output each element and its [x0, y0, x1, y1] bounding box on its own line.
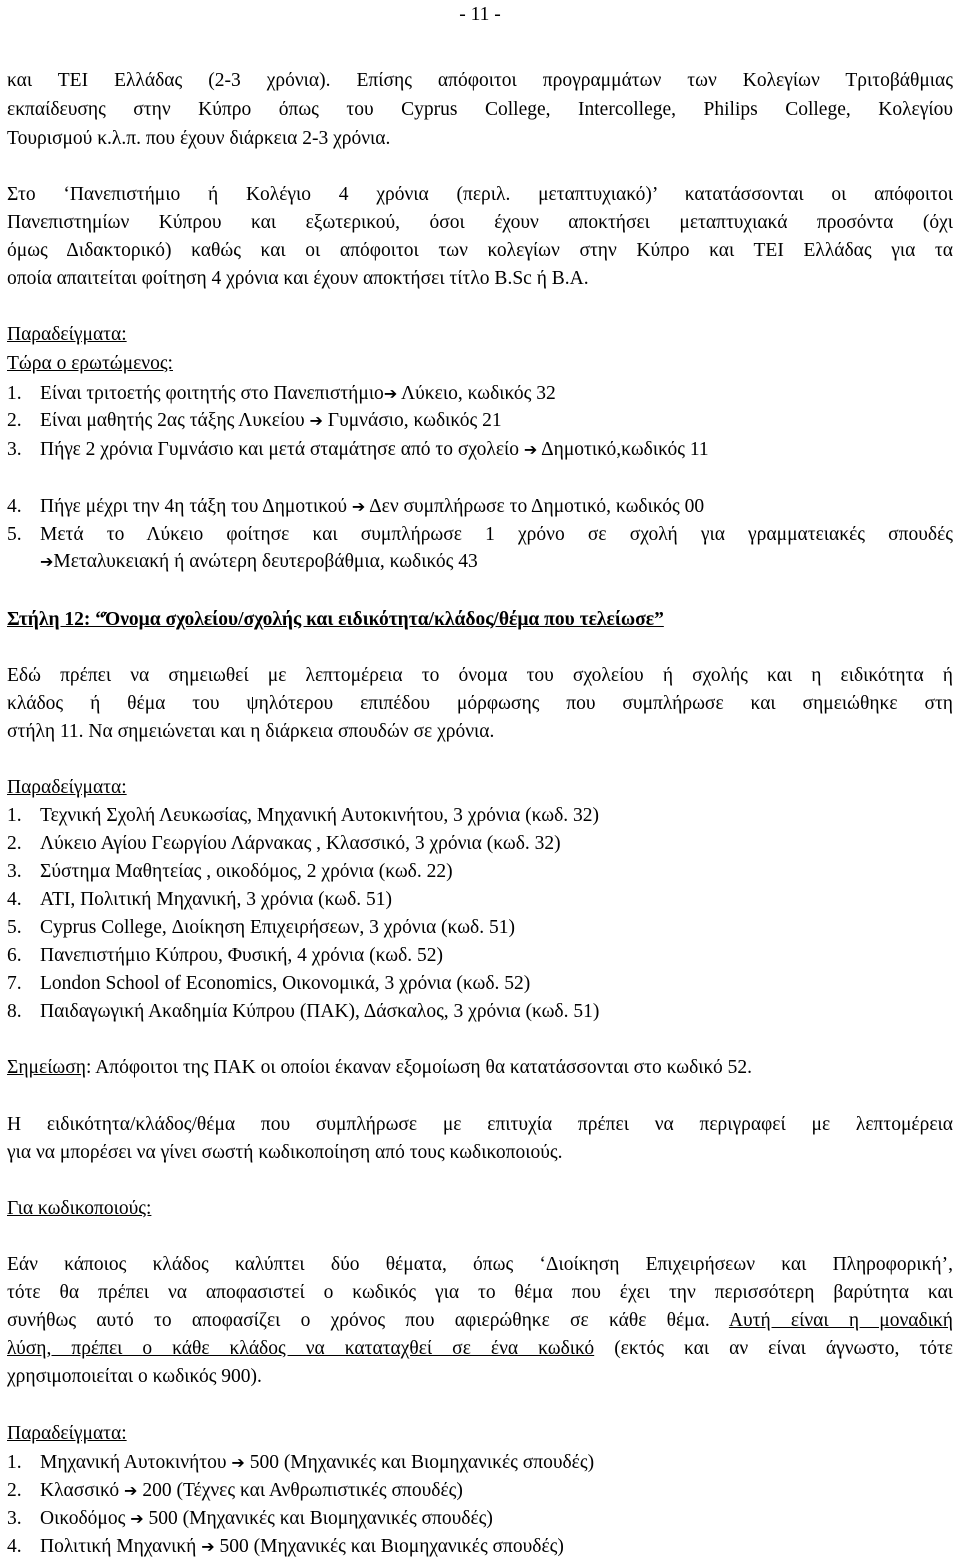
item-number: 3. [7, 439, 22, 460]
item-number: 5. [7, 524, 22, 545]
list-item: 1. Τεχνική Σχολή Λευκωσίας, Μηχανική Αυτοκινήτου, 3 χρόνια (κωδ. 32) [7, 805, 599, 826]
list-item: 1. Μηχανική Αυτοκινήτου ➔ 500 (Μηχανικές και Βιομηχανικές σπουδές) [7, 1452, 595, 1473]
university-line: Πανεπιστημίων Κύπρου και εξωτερικού, όσοι έχουν αποκτήσει μεταπτυχιακά προσόντα (όχι [7, 212, 953, 233]
arrow-right-icon: ➔ [130, 1509, 144, 1528]
arrow-right-icon: ➔ [40, 552, 54, 571]
specialty-line: για να μπορέσει να γίνει σωστή κωδικοποίηση από τους κωδικοποιούς. [7, 1142, 563, 1163]
coders-line: Εάν κάποιος κλάδος καλύπτει δύο θέματα, όπως ‘Διοίκηση Επιχειρήσεων και Πληροφορική’, [7, 1254, 953, 1275]
examples-heading: Παραδείγματα: [7, 324, 127, 345]
list-item: 3. Σύστημα Μαθητείας , οικοδόμος, 2 χρόνια (κωδ. 22) [7, 861, 453, 882]
coders-line: λύση, πρέπει ο κάθε κλάδος να καταταχθεί σε ένα κωδικό (εκτός και αν είναι άγνωστο, τότε [7, 1338, 953, 1359]
list-item: 3. Οικοδόμος ➔ 500 (Μηχανικές και Βιομηχανικές σπουδές) [7, 1508, 493, 1529]
intro-line: και ΤΕΙ Ελλάδας (2-3 χρόνια). Επίσης απόφοιτοι προγραμμάτων των Κολεγίων Τριτοβάθμιας [7, 70, 953, 91]
list-item-continuation: ➔Μεταλυκειακή ή ανώτερη δευτεροβάθμια, κωδικός 43 [40, 551, 478, 572]
list-item: 3. Πήγε 2 χρόνια Γυμνάσιο και μετά σταμάτησε από το σχολείο ➔ Δημοτικό,κωδικός 11 [7, 437, 953, 463]
arrow-right-icon: ➔ [231, 1453, 245, 1472]
coders-line: χρησιμοποιείται ο κωδικός 900). [7, 1366, 262, 1387]
item-number: 1. [7, 383, 22, 404]
list-item: 2. Είναι μαθητής 2ας τάξης Λυκείου ➔ Γυμνάσιο, κωδικός 21 [7, 408, 953, 434]
examples-subheading: Τώρα ο ερωτώμενος: [7, 353, 173, 374]
list-item: 4. ΑΤΙ, Πολιτική Μηχανική, 3 χρόνια (κωδ. 51) [7, 889, 393, 910]
column12-line: στήλη 11. Να σημειώνεται και η διάρκεια σπουδών σε χρόνια. [7, 721, 495, 742]
arrow-right-icon: ➔ [383, 384, 398, 403]
examples-heading: Παραδείγματα: [7, 777, 127, 798]
arrow-right-icon: ➔ [309, 411, 323, 430]
university-line: οποία απαιτείται φοίτηση 4 χρόνια και έχουν αποκτήσει τίτλο B.Sc ή B.A. [7, 268, 589, 289]
intro-line: Τουρισμού κ.λ.π. που έχουν διάρκεια 2-3 χρόνια. [7, 128, 391, 149]
arrow-right-icon: ➔ [523, 440, 538, 459]
list-item: 2. Λύκειο Αγίου Γεωργίου Λάρνακας , Κλασσικό, 3 χρόνια (κωδ. 32) [7, 833, 561, 854]
list-item: 7. London School of Economics, Οικονομικά, 3 χρόνια (κωδ. 52) [7, 973, 531, 994]
arrow-right-icon: ➔ [201, 1537, 215, 1556]
column12-line: κλάδος ή θέμα του ψηλότερου επιπέδου μόρφωσης που συμπλήρωσε και σημειώθηκε στη [7, 693, 953, 714]
university-line: όμως Διδακτορικό) καθώς και οι απόφοιτοι των κολεγίων στην Κύπρο και ΤΕΙ Ελλάδας για τα [7, 240, 953, 261]
item-number: 4. [7, 496, 22, 517]
list-item: 1. Είναι τριτοετής φοιτητής στο Πανεπιστήμιο➔ Λύκειο, κωδικός 32 [7, 381, 953, 407]
arrow-right-icon: ➔ [351, 497, 366, 516]
coders-line: τότε θα πρέπει να αποφασιστεί ο κωδικός για το θέμα που έχει την περισσότερη βαρύτητα και [7, 1282, 953, 1303]
column12-line: Εδώ πρέπει να σημειωθεί με λεπτομέρεια το όνομα του σχολείου ή σχολής και η ειδικότητα ή [7, 665, 953, 686]
arrow-right-icon: ➔ [124, 1481, 138, 1500]
list-item: 6. Πανεπιστήμιο Κύπρου, Φυσική, 4 χρόνια (κωδ. 52) [7, 945, 444, 966]
list-item: 8. Παιδαγωγική Ακαδημία Κύπρου (ΠΑΚ), Δάσκαλος, 3 χρόνια (κωδ. 51) [7, 1001, 600, 1022]
list-item: 5. Cyprus College, Διοίκηση Επιχειρήσεων, 3 χρόνια (κωδ. 51) [7, 917, 515, 938]
item-number: 2. [7, 410, 22, 431]
specialty-line: Η ειδικότητα/κλάδος/θέμα που συμπλήρωσε με επιτυχία πρέπει να περιγραφεί με λεπτομέρεια [7, 1114, 953, 1135]
note-label: Σημείωση [7, 1057, 86, 1078]
list-item: 2. Κλασσικό ➔ 200 (Τέχνες και Ανθρωπιστικές σπουδές) [7, 1480, 463, 1501]
list-item: 4. Πήγε μέχρι την 4η τάξη του Δημοτικού ➔ Δεν συμπλήρωσε το Δημοτικό, κωδικός 00 [7, 494, 953, 520]
intro-line: εκπαίδευσης στην Κύπρο όπως του Cyprus College, Intercollege, Philips College, Κολεγίου [7, 99, 953, 120]
list-item: 5. Μετά το Λύκειο φοίτησε και συμπλήρωσε 1 χρόνο σε σχολή για γραμματειακές σπουδές [7, 522, 953, 548]
note-line: Σημείωση: Απόφοιτοι της ΠΑΚ οι οποίοι έκαναν εξομοίωση θα κατατάσσονται στο κωδικό 52. [7, 1057, 752, 1078]
university-line: Στο ‘Πανεπιστήμιο ή Κολέγιο 4 χρόνια (περιλ. μεταπτυχιακό)’ κατατάσσονται οι απόφοιτοι [7, 184, 953, 205]
page-number: - 11 - [459, 4, 501, 25]
list-item: 4. Πολιτική Μηχανική ➔ 500 (Μηχανικές και Βιομηχανικές σπουδές) [7, 1536, 564, 1557]
examples-heading: Παραδείγματα: [7, 1423, 127, 1444]
coders-line: συνήθως αυτό το αποφασίζει ο χρόνος που αφιερώθηκε σε κάθε θέμα. Αυτή είναι η μοναδική [7, 1310, 953, 1331]
section-heading: Στήλη 12: “Όνομα σχολείου/σχολής και ειδικότητα/κλάδος/θέμα που τελείωσε” [7, 609, 664, 630]
coders-heading: Για κωδικοποιούς: [7, 1198, 152, 1219]
